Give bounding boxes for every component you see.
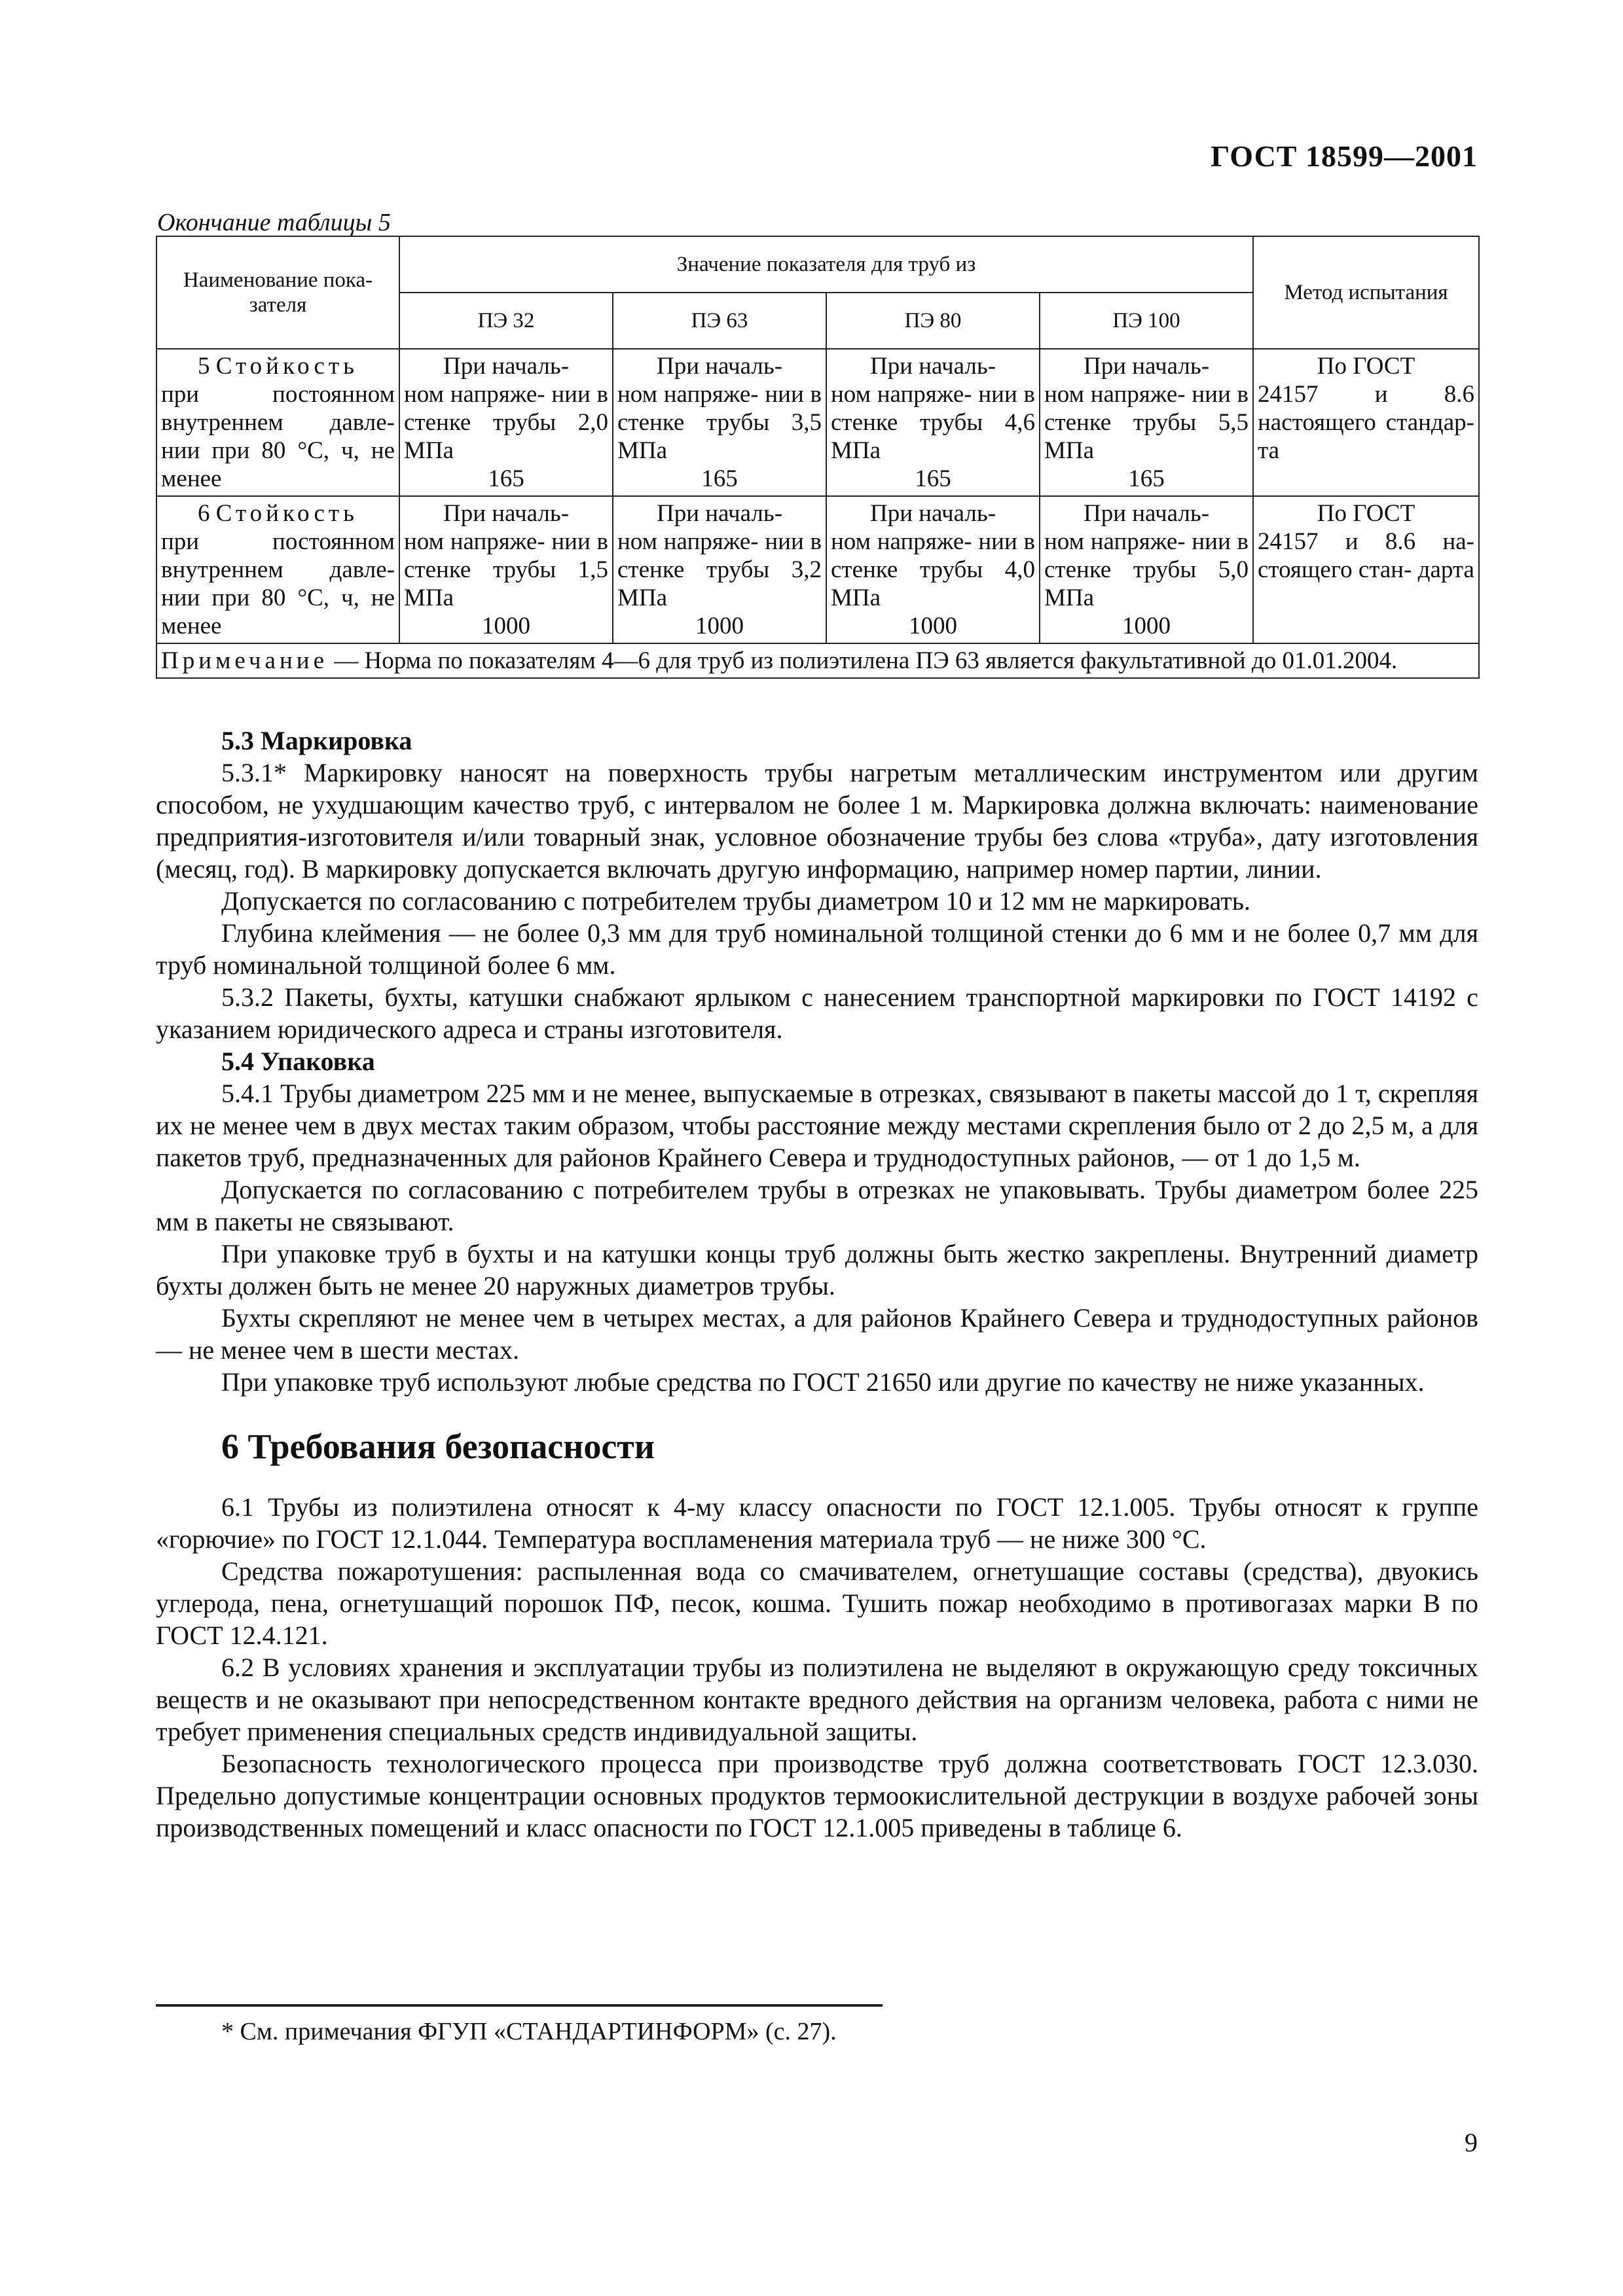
- paragraph: При упаковке труб в бухты и на катушки концы труб должны быть жестко закреплены. Внутренний диаметр бухты должен быть не менее 20 наружных диаметров трубы.: [156, 1239, 1478, 1300]
- row-name-cell: 6 Стойкость при постоянном внутреннем давле- нии при 80 °С, ч, не менее: [156, 496, 399, 643]
- document-code: ГОСТ 18599—2001: [1211, 139, 1478, 173]
- table-note-row: [156, 643, 1479, 678]
- table-caption: Окончание таблицы 5: [157, 209, 391, 236]
- page-number: 9: [1465, 2128, 1478, 2157]
- document-body: [156, 725, 1478, 1844]
- paragraph: Глубина клеймения — не более 0,3 мм для труб номинальной толщиной стенки до 6 мм и не более 0,7 мм для труб номинальной толщиной более 6 мм.: [156, 918, 1478, 980]
- row-value-pe80: При началь- ном напряже- нии в стенке трубы 4,6 МПа 165: [826, 349, 1040, 496]
- row-value-pe63: При началь- ном напряже- нии в стенке трубы 3,2 МПа 1000: [613, 496, 826, 643]
- row-value-pe32: При началь- ном напряже- нии в стенке трубы 1,5 МПа 1000: [399, 496, 613, 643]
- header-value-group: Значение показателя для труб из: [399, 236, 1253, 293]
- header-name-column: Наименование пока- зателя: [156, 236, 399, 349]
- paragraph: Бухты скрепляют не менее чем в четырех местах, а для районов Крайнего Севера и труднодоступных районов — не менее чем в шести местах.: [156, 1303, 1478, 1365]
- header-pe80: ПЭ 80: [826, 293, 1040, 349]
- paragraph: При упаковке труб используют любые средства по ГОСТ 21650 или другие по качеству не ниже указанных.: [221, 1367, 1425, 1397]
- row-method-cell: По ГОСТ 24157 и 8.6 настоящего стандар- та: [1253, 349, 1479, 496]
- row-method-cell: По ГОСТ 24157 и 8.6 на- стоящего стан- дарта: [1253, 496, 1479, 643]
- table-note: Примечание — Норма по показателям 4—6 для труб из полиэтилена ПЭ 63 является факультативной до 01.01.2004.: [156, 643, 1479, 678]
- table-5: [156, 236, 1480, 679]
- paragraph: Безопасность технологического процесса при производстве труб должна соответствовать ГОСТ 12.3.030. Предельно допустимые концентрации основных продуктов термоокислительной деструкции в воздухе рабочей зоны производственных помещений и класс опасности по ГОСТ 12.1.005 приведены в таблице 6.: [156, 1749, 1478, 1842]
- paragraph-6-1: 6.1 Трубы из полиэтилена относят к 4-му классу опасности по ГОСТ 12.1.005. Трубы относят к группе «горючие» по ГОСТ 12.1.044. Температура воспламенения материала труб — не ниже 300 °С.: [156, 1492, 1478, 1554]
- section-5-3-title: 5.3 Маркировка: [221, 726, 412, 755]
- section-6-title: 6 Требования безопасности: [221, 1427, 655, 1466]
- table-row: [156, 496, 1479, 643]
- paragraph-5-3-1: 5.3.1* Маркировку наносят на поверхность трубы нагретым металлическим инструментом или другим способом, не ухудшающим качество труб, с интервалом не более 1 м. Маркировка должна включать: наименование предприятия-изготовителя и/или товарный знак, условное обозначение трубы без слова «труба», дату изготовления (месяц, год). В маркировку допускается включать другую информацию, например номер партии, линии.: [156, 758, 1478, 884]
- row-name-cell: 5 Стойкость при постоянном внутреннем давле- нии при 80 °С, ч, не менее: [156, 349, 399, 496]
- row-value-pe32: При началь- ном напряже- нии в стенке трубы 2,0 МПа 165: [399, 349, 613, 496]
- paragraph: Допускается по согласованию с потребителем трубы в отрезках не упаковывать. Трубы диаметром более 225 мм в пакеты не связывают.: [156, 1175, 1478, 1236]
- paragraph: Средства пожаротушения: распыленная вода со смачивателем, огнетушащие составы (средства), двуокись углерода, пена, огнетушащий порошок ПФ, песок, кошма. Тушить пожар необходимо в противогазах марки В по ГОСТ 12.4.121.: [156, 1556, 1478, 1650]
- footnote: * См. примечания ФГУП «СТАНДАРТИНФОРМ» (с. 27).: [221, 2018, 837, 2045]
- header-pe32: ПЭ 32: [399, 293, 613, 349]
- row-value-pe80: При началь- ном напряже- нии в стенке трубы 4,0 МПа 1000: [826, 496, 1040, 643]
- paragraph-6-2: 6.2 В условиях хранения и эксплуатации трубы из полиэтилена не выделяют в окружающую среду токсичных веществ и не оказывают при непосредственном контакте вредного действия на организм человека, работа с ними не требует применения специальных средств индивидуальной защиты.: [156, 1653, 1478, 1746]
- header-pe63: ПЭ 63: [613, 293, 826, 349]
- table-row: [156, 349, 1479, 496]
- table-header-row: [156, 236, 1479, 293]
- footnote-divider: [156, 2004, 883, 2007]
- paragraph: Допускается по согласованию с потребителем трубы диаметром 10 и 12 мм не маркировать.: [221, 886, 1250, 916]
- paragraph-5-3-2: 5.3.2 Пакеты, бухты, катушки снабжают ярлыком с нанесением транспортной маркировки по ГОСТ 14192 с указанием юридического адреса и страны изготовителя.: [156, 982, 1478, 1044]
- header-method-column: Метод испытания: [1253, 236, 1479, 349]
- row-value-pe100: При началь- ном напряже- нии в стенке трубы 5,0 МПа 1000: [1040, 496, 1253, 643]
- header-pe100: ПЭ 100: [1040, 293, 1253, 349]
- row-value-pe100: При началь- ном напряже- нии в стенке трубы 5,5 МПа 165: [1040, 349, 1253, 496]
- paragraph-5-4-1: 5.4.1 Трубы диаметром 225 мм и не менее, выпускаемые в отрезках, связывают в пакеты массой до 1 т, скрепляя их не менее чем в двух местах таким образом, чтобы расстояние между местами скрепления было от 2 до 2,5 м, а для пакетов труб, предназначенных для районов Крайнего Севера и труднодоступных районов, — от 1 до 1,5 м.: [156, 1079, 1478, 1172]
- section-5-4-title: 5.4 Упаковка: [221, 1047, 375, 1076]
- row-value-pe63: При началь- ном напряже- нии в стенке трубы 3,5 МПа 165: [613, 349, 826, 496]
